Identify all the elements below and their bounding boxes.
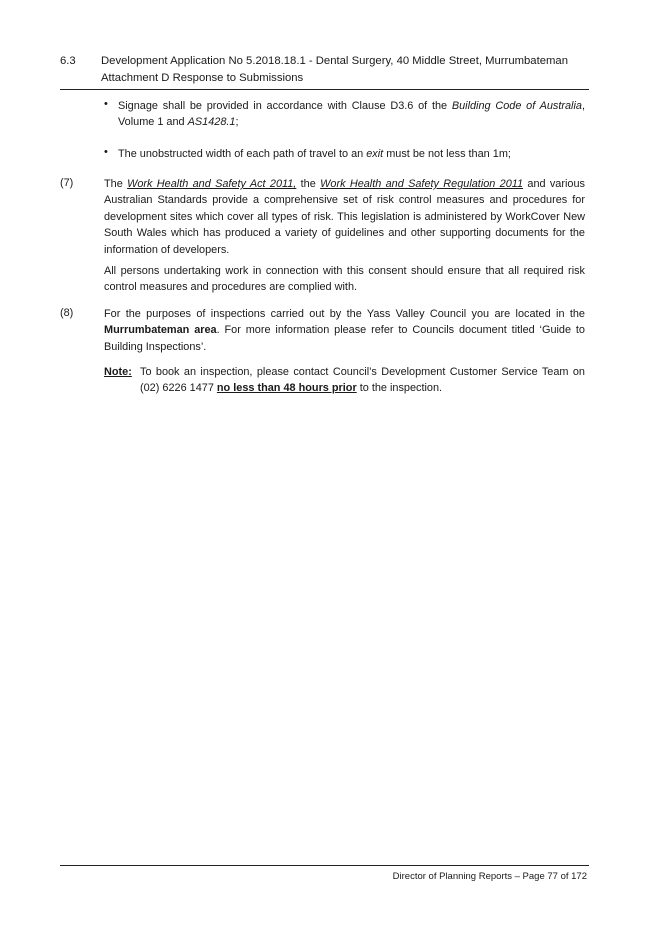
note-label: Note: xyxy=(104,366,132,378)
header-title: Development Application No 5.2018.18.1 - Dental Surgery, 40 Middle Street, Murrumbateman xyxy=(101,55,568,67)
item-7-paragraph-2: All persons undertaking work in connection with this consent should ensure that all required risk control measures and procedures are complied with. xyxy=(104,265,585,294)
item-8-number: (8) xyxy=(60,307,74,319)
footer-divider xyxy=(60,865,589,866)
bullet-dot: • xyxy=(104,146,108,158)
bullet-path-width: The unobstructed width of each path of travel to an exit must be not less than 1m; xyxy=(118,148,511,160)
section-number: 6.3 xyxy=(60,55,76,67)
page-footer: Director of Planning Reports – Page 77 of 172 xyxy=(392,871,587,882)
item-7-number: (7) xyxy=(60,177,74,189)
whs-act-link[interactable]: Work Health and Safety Act 2011, xyxy=(127,178,297,190)
item-7-paragraph: The Work Health and Safety Act 2011, the Work Health and Safety Regulation 2011 and various Australian Standards provide a comprehensive set of risk control measures and procedures for development sites which cover all types of risk. This legislation is administered by WorkCover New South Wales which has produced a variety of guidelines and other supporting documents for the information of developers. xyxy=(104,178,585,256)
bullet-signage: Signage shall be provided in accordance with Clause D3.6 of the Building Code of Australia, Volume 1 and AS1428.1; xyxy=(118,100,585,129)
bullet-dot: • xyxy=(104,98,108,110)
header-block xyxy=(60,53,590,87)
item-8-paragraph: For the purposes of inspections carried out by the Yass Valley Council you are located in the Murrumbateman area. For more information please refer to Councils document titled ‘Guide to Building Inspections’. xyxy=(104,308,585,353)
header-divider xyxy=(60,89,589,90)
note-text: To book an inspection, please contact Council’s Development Customer Service Team on (02) 6226 1477 no less than 48 hours prior to the inspection. xyxy=(140,366,585,395)
header-subtitle: Attachment D Response to Submissions xyxy=(101,72,304,84)
whs-regulation-link[interactable]: Work Health and Safety Regulation 2011 xyxy=(320,178,524,190)
